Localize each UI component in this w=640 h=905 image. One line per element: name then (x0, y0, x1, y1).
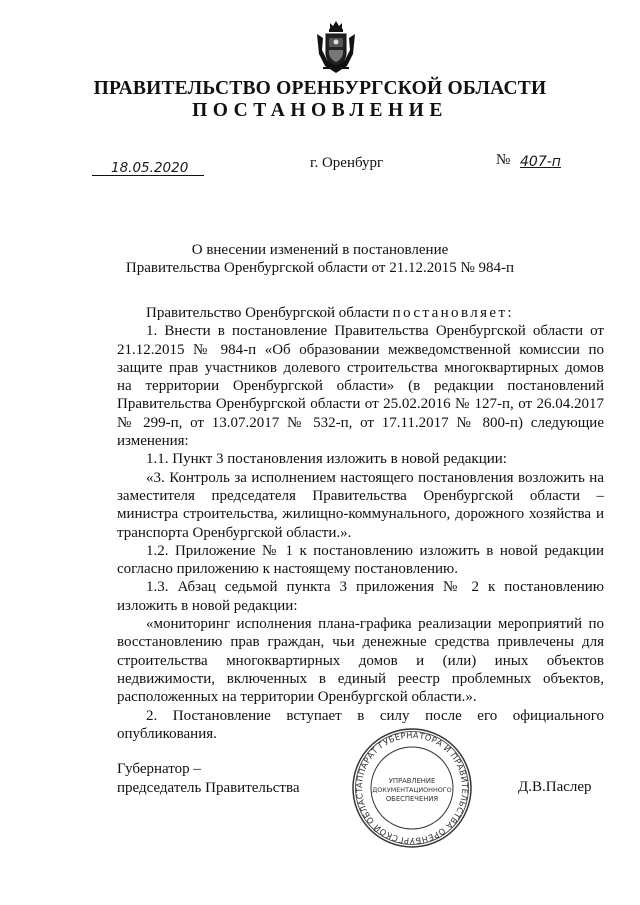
document-body (117, 304, 604, 743)
stamp-center-line-3: ОБЕСПЕЧЕНИЯ (385, 795, 439, 803)
paragraph-1-1: 1.1. Пункт 3 постановления изложить в новой редакции: (146, 451, 507, 468)
document-subject (0, 242, 640, 277)
paragraph-1-3: 1.3. Абзац седьмой пункта 3 приложения № 2 к постановлению изложить в новой редакции: (117, 579, 604, 614)
number-label: № (496, 152, 511, 168)
signatory-title-line-2: председатель Правительства (117, 780, 300, 796)
document-city: г. Оренбург (310, 155, 384, 171)
document-type: ПОСТАНОВЛЕНИЕ (192, 100, 448, 121)
paragraph-1: 1. Внести в постановление Правительства Оренбургской области от 21.12.2015 № 984-п «Об образовании межведомственной комиссии по защите прав участников долевого строительства многоквартирных домов на территории Оренбургской области» (в редакции постановлений Правительства Оренбургской области от 25.02.2016 № 127-п, от 26.04.2017 № 299-п, от 13.07.2017 № 532-п, от 17.11.2017 № 800-п) следующие изменения: (117, 323, 604, 450)
date-underline (92, 175, 204, 176)
paragraph-1-2: 1.2. Приложение № 1 к постановлению изложить в новой редакции согласно приложению к настоящему постановлению. (117, 542, 604, 578)
preamble (117, 304, 604, 322)
preamble-spaced: постановляет: (392, 305, 515, 321)
signatory-title-line-1: Губернатор – (117, 761, 201, 777)
document-date: 18.05.2020 (111, 160, 189, 176)
signatory-title (117, 760, 300, 798)
stamp-ring-text: АППАРАТ ГУБЕРНАТОРА И ПРАВИТЕЛЬСТВА ОРЕНБУРГСКОЙ ОБЛАСТ (353, 729, 471, 847)
paragraph-1-3-quote: «мониторинг исполнения плана-графика реализации мероприятий по восстановлению прав граждан, чьи денежные средства привлечены для строительства многоквартирных домов и (или) иных объектов недвижимости, включенных в единый реестр проблемных объектов, расположенных на территории Оренбургской области.». (117, 616, 604, 706)
preamble-text: Правительство Оренбургской области (146, 305, 393, 321)
subject-line-1: О внесении изменений в постановление (191, 242, 449, 258)
stamp-center-line-2: ДОКУМЕНТАЦИОННОГО (372, 786, 452, 794)
official-stamp (351, 727, 473, 849)
paragraph-2: 2. Постановление вступает в силу после его официального опубликования. (117, 707, 604, 742)
paragraph-1-1-quote: «3. Контроль за исполнением настоящего постановления возложить на заместителя председателя Правительства Оренбургской области – министра строительства, жилищно-коммунального, дорожного хозяйства и транспорта Оренбургской области.». (117, 469, 604, 541)
organization-title: ПРАВИТЕЛЬСТВО ОРЕНБУРГСКОЙ ОБЛАСТИ (93, 78, 547, 99)
document-number: 407-п (520, 154, 561, 170)
coat-of-arms-icon (313, 20, 359, 76)
stamp-center-line-1: УПРАВЛЕНИЕ (388, 777, 436, 785)
signatory-name: Д.В.Паслер (518, 779, 592, 795)
subject-line-2: Правительства Оренбургской области от 21.12.2015 № 984-п (125, 259, 515, 276)
